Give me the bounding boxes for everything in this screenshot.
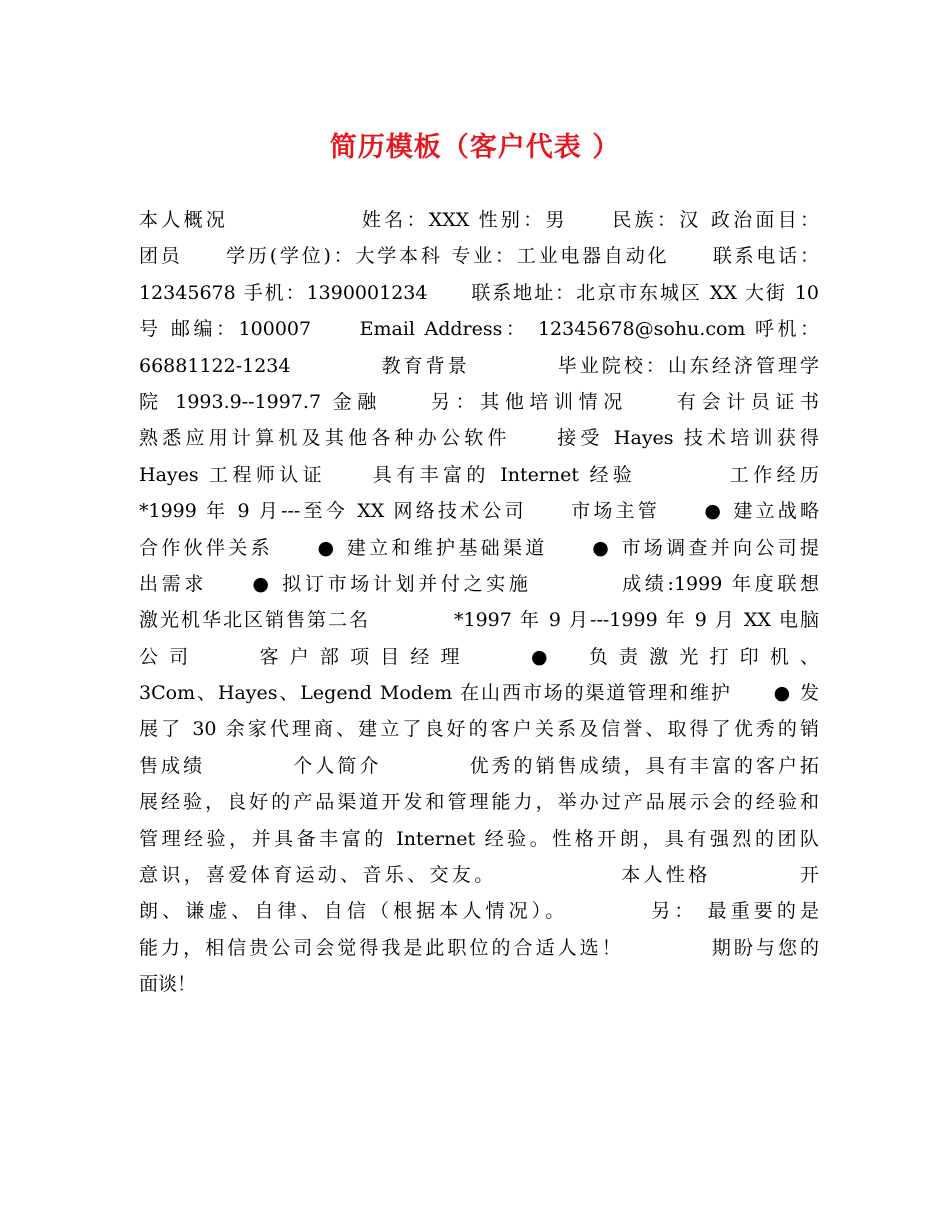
body-line: 本人概况 姓名：XXX 性别：男 民族：汉 政治面目： [139, 209, 819, 231]
body-line: 12345678 手机：1390001234 联系地址：北京市东城区 XX 大街 10 [139, 281, 819, 304]
body-line: 朗、谦虚、自律、自信（根据本人情况）。 另： 最重要的是 [139, 900, 819, 923]
body-line: 激光机华北区销售第二名 *1997 年 9 月---1999 年 9 月 XX 电脑 [139, 609, 819, 632]
body-line: 3Com、Hayes、Legend Modem 在山西市场的渠道管理和维护 ● 发 [139, 682, 819, 705]
body-line: 售成绩 个人简介 优秀的销售成绩，具有丰富的客户拓 [139, 754, 819, 777]
body-line: Hayes 工程师认证 具有丰富的 Internet 经验 工作经历 [139, 463, 819, 486]
resume-body [139, 202, 819, 1003]
body-line: 能力，相信贵公司会觉得我是此职位的合适人选！ 期盼与您的 [139, 936, 819, 959]
body-line: 号 邮编：100007 Email Address： 12345678@sohu.com 呼机： [139, 318, 819, 341]
document-title: 简历模板（客户代表 ） [329, 132, 621, 163]
body-line: 出需求 ● 拟订市场计划并付之实施 成绩:1999 年度联想 [139, 572, 819, 595]
body-line: 熟悉应用计算机及其他各种办公软件 接受 Hayes 技术培训获得 [139, 427, 819, 450]
body-line: *1999 年 9 月---至今 XX 网络技术公司 市场主管 ● 建立战略 [139, 500, 819, 523]
body-line: 展经验，良好的产品渠道开发和管理能力，举办过产品展示会的经验和 [139, 791, 819, 814]
body-line: 面谈！ [139, 973, 197, 996]
body-line: 展了 30 余家代理商、建立了良好的客户关系及信誉、取得了优秀的销 [139, 718, 819, 741]
body-line: 意识，喜爱体育运动、音乐、交友。 本人性格 开 [139, 864, 819, 887]
body-line: 合作伙伴关系 ● 建立和维护基础渠道 ● 市场调查并向公司提 [139, 536, 819, 559]
body-line: 院 1993.9--1997.7 金融 另：其他培训情况 有会计员证书 [139, 390, 819, 413]
body-line: 团员 学历(学位)：大学本科 专业：工业电器自动化 联系电话： [139, 245, 819, 268]
body-line: 管理经验，并具备丰富的 Internet 经验。性格开朗，具有强烈的团队 [139, 827, 819, 850]
body-line: 公司 客户部项目经理 ● 负责激光打印机、 [139, 645, 819, 668]
body-line: 66881122-1234 教育背景 毕业院校：山东经济管理学 [139, 354, 819, 377]
